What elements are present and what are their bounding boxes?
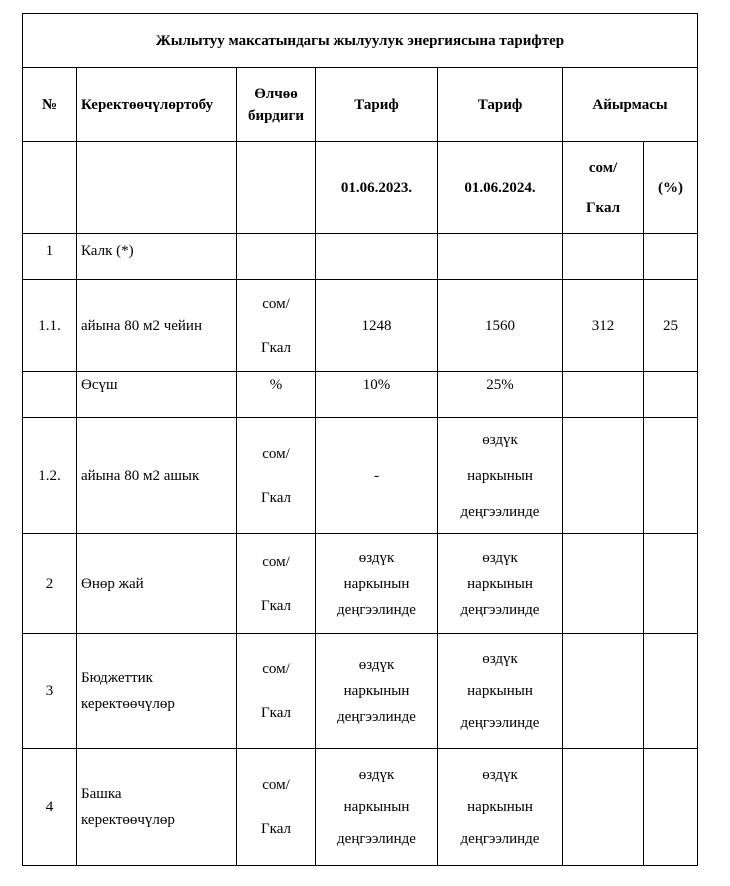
header-unit-line2: бирдиги — [248, 107, 304, 124]
row-consumer: Калк (*) — [77, 234, 237, 280]
header-consumers: Керектөөчүлөртобу — [77, 68, 237, 142]
row-tariff-2-line1: өздүк — [482, 549, 518, 566]
row-tariff-1-line3: деңгээлинде — [337, 601, 416, 618]
row-unit — [237, 534, 316, 634]
row-unit-line1: сом/ — [262, 553, 290, 570]
row-consumer-line2: керектөөчүлөр — [81, 696, 175, 712]
row-consumer — [77, 749, 237, 866]
header-number: № — [23, 68, 77, 142]
row-diff — [563, 634, 644, 749]
row-tariff-2 — [438, 634, 563, 749]
header-difference: Айырмасы — [563, 68, 698, 142]
row-tariff-1 — [316, 634, 438, 749]
row-unit — [237, 749, 316, 866]
row-tariff-2-line3: деңгээлинде — [460, 831, 540, 847]
row-tariff-2-line3: деңгээлинде — [460, 503, 540, 520]
row-tariff-2 — [438, 234, 563, 280]
row-tariff-2 — [438, 749, 563, 866]
row-unit-line1: сом/ — [262, 295, 290, 312]
row-tariff-2-line2: наркынын — [467, 799, 533, 815]
row-tariff-2 — [438, 534, 563, 634]
row-unit-line2: Гкал — [260, 705, 291, 721]
row-tariff-1: 1248 — [316, 280, 438, 372]
row-tariff-2-line2: наркынын — [467, 575, 533, 592]
tariff-date-2: 01.06.2024. — [438, 142, 563, 234]
difference-unit-line1: сом/ — [588, 159, 618, 176]
header-tariff-1: Тариф — [316, 68, 438, 142]
row-pct — [644, 234, 698, 280]
row-number: 1 — [23, 234, 77, 280]
row-number: 2 — [23, 534, 77, 634]
difference-percent: (%) — [644, 142, 698, 234]
row-tariff-1-line2: наркынын — [343, 799, 410, 815]
row-consumer-line1: Бюджеттик — [81, 670, 153, 686]
date-row-empty-unit — [237, 142, 316, 234]
row-tariff-1-line2: наркынын — [343, 575, 410, 592]
row-tariff-2-line3: деңгээлинде — [460, 715, 540, 731]
title-row — [23, 14, 698, 68]
date-row-empty-name — [77, 142, 237, 234]
difference-unit-line2: Гкал — [585, 199, 620, 216]
table-row — [23, 280, 698, 372]
header-unit — [237, 68, 316, 142]
row-tariff-1-line2: наркынын — [343, 683, 410, 699]
tariff-table — [22, 13, 698, 866]
row-number: 3 — [23, 634, 77, 749]
row-pct — [644, 418, 698, 534]
row-tariff-2 — [438, 418, 563, 534]
row-tariff-2-line1: өздүк — [482, 767, 518, 783]
row-unit — [237, 634, 316, 749]
row-diff — [563, 749, 644, 866]
row-number — [23, 372, 77, 418]
row-consumer-line2: керектөөчүлөр — [81, 812, 175, 828]
row-tariff-1-line3: деңгээлинде — [337, 831, 416, 847]
table-row — [23, 749, 698, 866]
row-tariff-2-line2: наркынын — [467, 683, 533, 699]
row-tariff-2-line3: деңгээлинде — [460, 601, 540, 618]
row-unit-line2: Гкал — [260, 339, 291, 356]
difference-unit — [563, 142, 644, 234]
row-unit-line1: сом/ — [262, 661, 290, 677]
table-row — [23, 372, 698, 418]
header-unit-line1: Өлчөө — [254, 85, 298, 102]
row-tariff-1 — [316, 534, 438, 634]
row-consumer: Өсүш — [77, 372, 237, 418]
row-tariff-2-line2: наркынын — [467, 467, 533, 484]
row-consumer — [77, 634, 237, 749]
table-row — [23, 234, 698, 280]
row-tariff-2-line1: өздүк — [482, 651, 518, 667]
row-diff — [563, 234, 644, 280]
row-unit — [237, 234, 316, 280]
row-consumer: айына 80 м2 чейин — [77, 280, 237, 372]
date-row — [23, 142, 698, 234]
row-tariff-1-line1: өздүк — [358, 549, 395, 566]
row-tariff-1-line1: өздүк — [358, 657, 395, 673]
row-unit — [237, 280, 316, 372]
row-unit-line2: Гкал — [260, 597, 291, 614]
header-tariff-2: Тариф — [438, 68, 563, 142]
row-tariff-2: 1560 — [438, 280, 563, 372]
row-diff — [563, 372, 644, 418]
row-pct — [644, 372, 698, 418]
table-row — [23, 418, 698, 534]
table-row — [23, 534, 698, 634]
row-number: 1.2. — [23, 418, 77, 534]
row-tariff-1 — [316, 749, 438, 866]
tariff-date-1: 01.06.2023. — [316, 142, 438, 234]
row-number: 1.1. — [23, 280, 77, 372]
row-tariff-1: - — [316, 418, 438, 534]
row-unit-line1: сом/ — [262, 777, 290, 793]
row-number: 4 — [23, 749, 77, 866]
row-pct — [644, 634, 698, 749]
header-row — [23, 68, 698, 142]
row-unit-line1: сом/ — [262, 445, 290, 462]
row-unit — [237, 418, 316, 534]
row-unit-line2: Гкал — [260, 821, 291, 837]
date-row-empty-num — [23, 142, 77, 234]
row-tariff-1-line3: деңгээлинде — [337, 709, 416, 725]
row-unit: % — [237, 372, 316, 418]
row-consumer: айына 80 м2 ашык — [77, 418, 237, 534]
row-unit-line2: Гкал — [260, 489, 291, 506]
row-tariff-1: 10% — [316, 372, 438, 418]
row-consumer: Өнөр жай — [77, 534, 237, 634]
row-pct — [644, 534, 698, 634]
row-pct — [644, 749, 698, 866]
row-diff — [563, 418, 644, 534]
table-row — [23, 634, 698, 749]
table-title: Жылытуу максатындагы жылуулук энергиясына тарифтер — [23, 14, 698, 68]
row-tariff-2: 25% — [438, 372, 563, 418]
row-tariff-1-line1: өздүк — [358, 767, 395, 783]
row-diff: 312 — [563, 280, 644, 372]
row-diff — [563, 534, 644, 634]
row-consumer-line1: Башка — [81, 786, 122, 802]
row-tariff-1 — [316, 234, 438, 280]
row-tariff-2-line1: өздүк — [482, 431, 518, 448]
row-pct: 25 — [644, 280, 698, 372]
